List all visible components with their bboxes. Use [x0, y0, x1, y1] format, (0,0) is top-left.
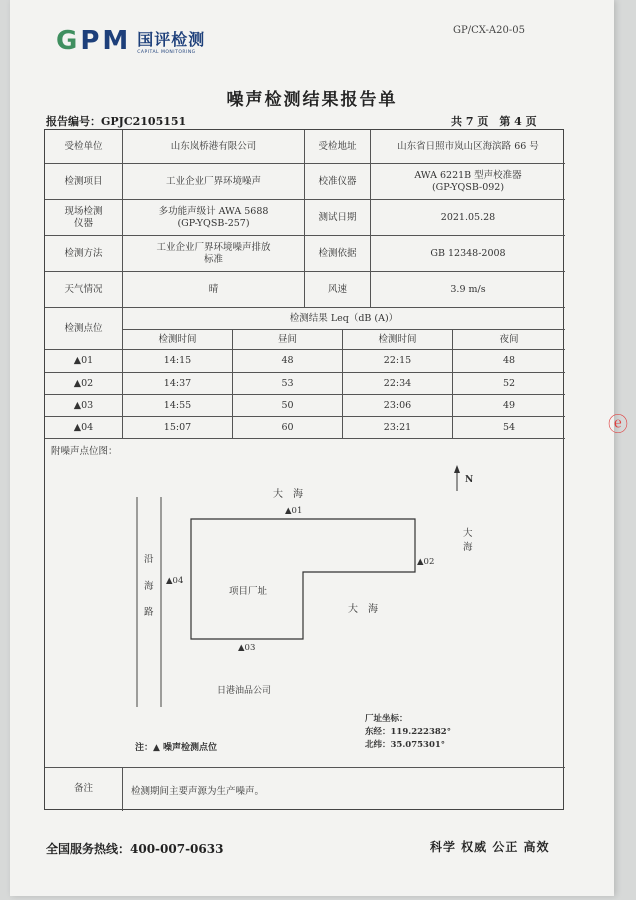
row-point: ▲01 [45, 350, 123, 373]
footer-slogan: 科学 权威 公正 高效 [430, 840, 550, 854]
instrument-value-line2: (GP-YQSB-257) [177, 217, 250, 229]
report-title: 噪声检测结果报告单 [226, 90, 398, 110]
service-hotline: 全国服务热线：400-007-0633 [46, 842, 224, 856]
client-label: 受检单位 [45, 130, 123, 164]
item-label: 检测项目 [45, 164, 123, 200]
report-table [44, 129, 564, 810]
row-point: ▲03 [45, 395, 123, 417]
neighbor-label: 日港油品公司 [217, 686, 272, 696]
wind-value: 3.9 m/s [371, 272, 565, 308]
basis-label: 检测依据 [305, 236, 371, 272]
row-day-time: 14:15 [123, 350, 233, 373]
row-day-time: 14:55 [123, 395, 233, 417]
road-label: 沿 海 路 [144, 554, 154, 619]
doc-code: GP/CX-A20-05 [453, 25, 525, 36]
logo-en-text: CAPITAL MONITORING [137, 50, 196, 55]
point-p03: ▲03 [238, 643, 256, 653]
row-night-time: 23:06 [343, 395, 453, 417]
date-label: 测试日期 [305, 200, 371, 236]
remarks-label: 备注 [45, 767, 123, 811]
row-night: 48 [453, 350, 565, 373]
row-night: 49 [453, 395, 565, 417]
diagram-title: 附噪声点位图： [51, 446, 118, 457]
row-point: ▲02 [45, 373, 123, 395]
coords-north [365, 738, 445, 750]
row-night-time: 23:21 [343, 417, 453, 439]
wind-label: 风速 [305, 272, 371, 308]
col-day: 昼间 [233, 330, 343, 350]
weather-label: 天气情况 [45, 272, 123, 308]
point-label: 检测点位 [45, 308, 123, 350]
row-day: 60 [233, 417, 343, 439]
row-day: 50 [233, 395, 343, 417]
north-label: N [465, 475, 474, 485]
coords-north-value: 35.075301° [390, 740, 446, 750]
calibrator-value-line2: (GP-YQSB-092) [431, 181, 505, 193]
sea-east-label: 大 海 [463, 528, 473, 554]
calibrator-value-line1: AWA 6221B 型声校准器 [414, 169, 522, 181]
method-value [123, 236, 305, 272]
row-night: 52 [453, 373, 565, 395]
instrument-label-line1: 现场检测 [64, 205, 103, 217]
sea-inner-label: 大 海 [348, 604, 378, 615]
method-value-line1: 工业企业厂界环境噪声排放 [156, 241, 271, 253]
coords-north-label: 北纬： [365, 740, 391, 750]
method-value-line2: 标准 [203, 253, 223, 265]
instrument-label-line2: 仪器 [73, 217, 93, 229]
remarks-divider [45, 767, 565, 768]
logo-letters-pm: PM [80, 26, 132, 56]
col-night-time: 检测时间 [343, 330, 453, 350]
factory-outline [191, 519, 415, 639]
row-night: 54 [453, 417, 565, 439]
row-day-time: 14:37 [123, 373, 233, 395]
item-value: 工业企业厂界环境噪声 [123, 164, 305, 200]
row-day: 53 [233, 373, 343, 395]
address-value: 山东省日照市岚山区海滨路 66 号 [371, 130, 565, 164]
remarks-value: 检测期间主要声源为生产噪声。 [131, 786, 265, 797]
gpm-logo [56, 26, 205, 56]
calibrator-label: 校准仪器 [305, 164, 371, 200]
report-number: 报告编号：GPJC2105151 [46, 115, 187, 128]
col-night: 夜间 [453, 330, 565, 350]
row-point: ▲04 [45, 417, 123, 439]
diagram-note: 注：▲ 噪声检测点位 [135, 743, 218, 753]
instrument-value-line1: 多功能声级计 AWA 5688 [158, 205, 269, 217]
result-header: 检测结果 Leq（dB (A)） [123, 308, 565, 330]
weather-value: 晴 [123, 272, 305, 308]
report-paper [10, 0, 628, 896]
calibrator-value [371, 164, 565, 200]
logo-letter-g: G [56, 26, 81, 56]
site-diagram [45, 439, 565, 767]
instrument-value [123, 200, 305, 236]
logo-cn-text: 国评检测 [137, 30, 206, 49]
row-night-time: 22:15 [343, 350, 453, 373]
client-value: 山东岚桥港有限公司 [123, 130, 305, 164]
coords-east-value: 119.222382° [390, 727, 451, 737]
sea-north-label: 大 海 [273, 489, 303, 500]
coords-east-label: 东经： [365, 727, 391, 737]
point-p02: ▲02 [417, 557, 435, 567]
address-label: 受检地址 [305, 130, 371, 164]
point-p01: ▲01 [285, 506, 303, 516]
row-night-time: 22:34 [343, 373, 453, 395]
point-p04: ▲04 [166, 576, 184, 586]
date-value: 2021.05.28 [371, 200, 565, 236]
north-arrow-head-icon [454, 465, 460, 473]
coords-east [365, 725, 451, 737]
row-day-time: 15:07 [123, 417, 233, 439]
method-label: 检测方法 [45, 236, 123, 272]
coords-label: 厂址坐标： [365, 714, 408, 724]
row-day: 48 [233, 350, 343, 373]
basis-value: GB 12348-2008 [371, 236, 565, 272]
col-day-time: 检测时间 [123, 330, 233, 350]
instrument-label [45, 200, 123, 236]
factory-label: 项目厂址 [229, 586, 268, 597]
page-info: 共 7 页 第 4 页 [451, 115, 537, 128]
stamp-fragment: ⓔ [608, 412, 628, 436]
